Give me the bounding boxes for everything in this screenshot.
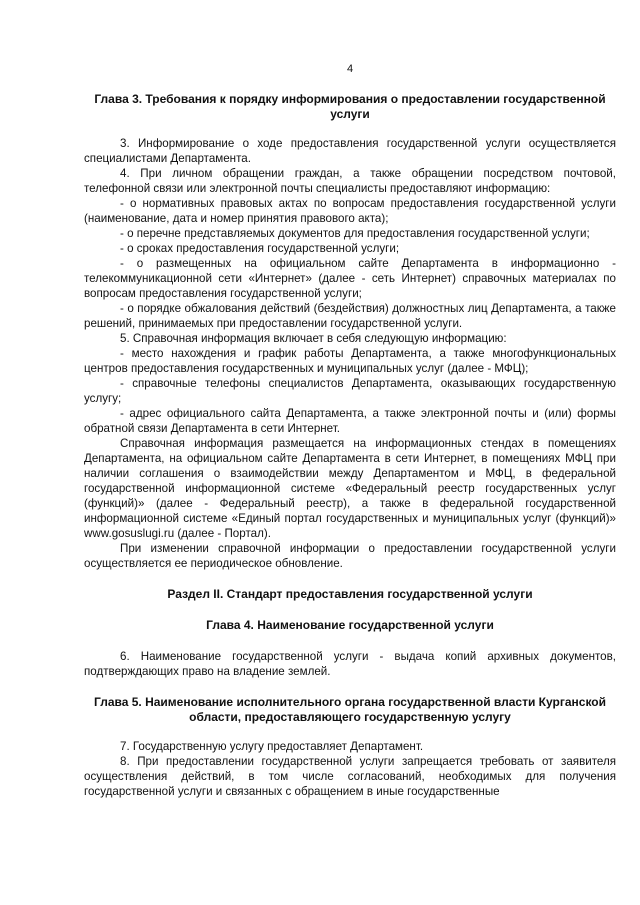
chapter-4-heading: Глава 4. Наименование государственной услуги — [206, 618, 494, 632]
paragraph-5-placement: Справочная информация размещается на информационных стендах в помещениях Департамента, на официальном сайте Департамента в сети Интернет, в помещениях МФЦ при наличии соглашения о взаимодействии между Департаментом и МФЦ, в федеральной государственной информационной системе «Федеральный реестр государственных услуг (функций)» (далее - Федеральный реестр), а также в федеральной государственной информационной системе «Единый портал государственных и муниципальных услуг (функций)» www.gosuslugi.ru (далее - Портал). — [84, 437, 616, 540]
paragraph-5-update: При изменении справочной информации о предоставлении государственной услуги осуществляется ее периодическое обновление. — [84, 542, 616, 570]
chapter-3-heading: Глава 3. Требования к порядку информирования о предоставлении государственной услуги — [94, 92, 606, 121]
paragraph-8: 8. При предоставлении государственной услуги запрещается требовать от заявителя осуществления действий, в том числе согласований, необходимых для получения государственной услуги и связанных с обращением в иные государственные — [84, 755, 616, 798]
page-number: 4 — [346, 63, 354, 75]
paragraph-4: 4. При личном обращении граждан, а также обращении посредством почтовой, телефонной связи или электронной почты специалисты предоставляют информацию: — [84, 167, 616, 195]
chapter-5-heading: Глава 5. Наименование исполнительного органа государственной власти Курганской области, предоставляющего государственную услугу — [94, 695, 606, 724]
paragraph-4-item: - о размещенных на официальном сайте Департамента в информационно - телекоммуникационной сети «Интернет» (далее - сеть Интернет) справочных материалах по вопросам предоставления государственной услуги; — [84, 257, 616, 300]
paragraph-5: 5. Справочная информация включает в себя следующую информацию: — [120, 332, 507, 345]
page-content — [84, 92, 616, 799]
paragraph-5-item: - адрес официального сайта Департамента, а также электронной почты и (или) формы обратной связи Департамента в сети Интернет. — [84, 407, 616, 435]
paragraph-6: 6. Наименование государственной услуги - выдача копий архивных документов, подтверждающих право на владение землей. — [84, 650, 616, 678]
paragraph-5-item: - место нахождения и график работы Департамента, а также многофункциональных центров предоставления государственных и муниципальных услуг (далее - МФЦ); — [84, 347, 616, 375]
paragraph-4-item: - о сроках предоставления государственной услуги; — [120, 242, 400, 255]
paragraph-5-item: - справочные телефоны специалистов Департамента, оказывающих государственную услугу; — [84, 377, 616, 405]
paragraph-4-item: - о порядке обжалования действий (бездействия) должностных лиц Департамента, а также решений, принимаемых при предоставлении государственной услуги. — [84, 302, 616, 330]
paragraph-7: 7. Государственную услугу предоставляет Департамент. — [120, 740, 424, 753]
paragraph-4-item: - о перечне представляемых документов для предоставления государственной услуги; — [120, 227, 590, 240]
section-2-heading: Раздел II. Стандарт предоставления государственной услуги — [167, 587, 533, 601]
paragraph-4-item: - о нормативных правовых актах по вопросам предоставления государственной услуги (наименование, дата и номер принятия правового акта); — [84, 197, 616, 225]
paragraph-3: 3. Информирование о ходе предоставления государственной услуги осуществляется специалистами Департамента. — [84, 137, 616, 165]
